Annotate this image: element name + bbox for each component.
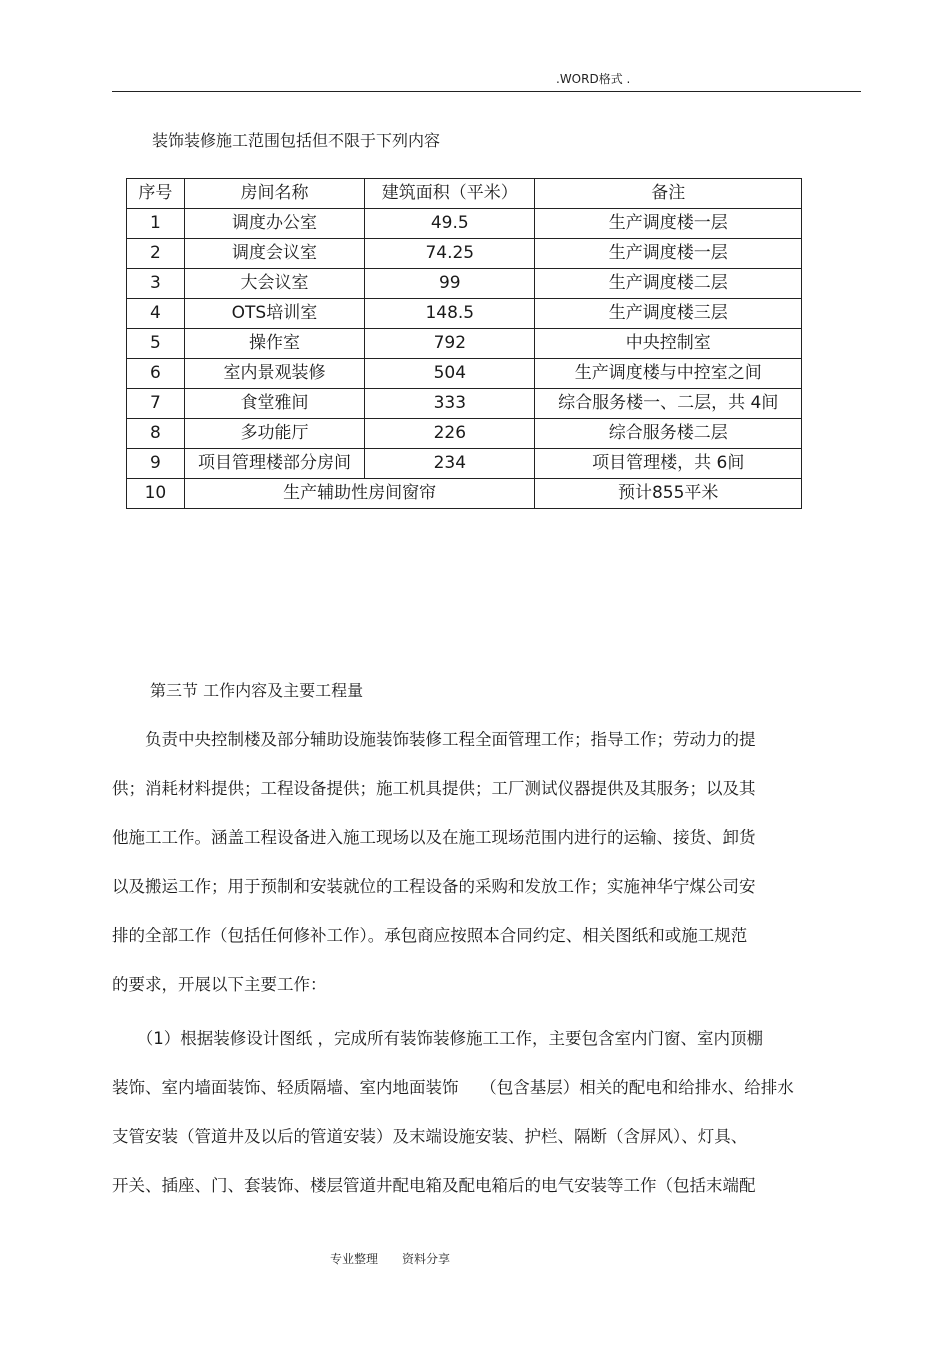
cell-note: 预计855平米 <box>535 479 802 509</box>
cell-note: 生产调度楼二层 <box>535 269 802 299</box>
cell-note: 中央控制室 <box>535 329 802 359</box>
cell-note: 生产调度楼一层 <box>535 209 802 239</box>
table-row <box>127 449 802 479</box>
section-title: 第三节 工作内容及主要工程量 <box>150 681 364 700</box>
paragraph-line: 支管安装（管道井及以后的管道安装）及末端设施安装、护栏、隔断（含屏风）、灯具、 <box>112 1127 748 1146</box>
page-header: .WORD格式 . <box>556 72 631 86</box>
header-note: 备注 <box>535 179 802 209</box>
table-row <box>127 389 802 419</box>
header-no: 序号 <box>127 179 185 209</box>
cell-note: 综合服务楼一、二层，共 4间 <box>535 389 802 419</box>
header-name: 房间名称 <box>184 179 364 209</box>
table-intro: 装饰装修施工范围包括但不限于下列内容 <box>152 131 441 150</box>
header-area: 建筑面积（平米） <box>365 179 535 209</box>
cell-name: 项目管理楼部分房间 <box>184 449 364 479</box>
paragraph-item-1 <box>112 1014 852 1210</box>
cell-no: 1 <box>127 209 185 239</box>
paragraph-line: （1）根据装修设计图纸 ，完成所有装饰装修施工工作，主要包含室内门窗、室内顶棚 <box>112 1029 763 1048</box>
cell-no: 9 <box>127 449 185 479</box>
cell-note: 项目管理楼，共 6间 <box>535 449 802 479</box>
paragraph-line: 负责中央控制楼及部分辅助设施装饰装修工程全面管理工作；指导工作；劳动力的提 <box>112 730 756 749</box>
cell-name: OTS培训室 <box>184 299 364 329</box>
paragraph-line: 排的全部工作（包括任何修补工作）。承包商应按照本合同约定、相关图纸和或施工规范 <box>112 926 748 945</box>
paragraph-line: 他施工工作。涵盖工程设备进入施工现场以及在施工现场范围内进行的运输、接货、卸货 <box>112 828 756 847</box>
table-row <box>127 359 802 389</box>
table-row <box>127 479 802 509</box>
header-divider <box>112 91 861 92</box>
cell-area: 504 <box>365 359 535 389</box>
cell-no: 10 <box>127 479 185 509</box>
cell-name: 食堂雅间 <box>184 389 364 419</box>
paragraph-line: 的要求，开展以下主要工作： <box>112 975 327 994</box>
page-footer: 专业整理 资料分享 <box>330 1252 451 1266</box>
cell-name: 多功能厅 <box>184 419 364 449</box>
cell-name-merged: 生产辅助性房间窗帘 <box>184 479 535 509</box>
paragraph-line: 以及搬运工作；用于预制和安装就位的工程设备的采购和发放工作；实施神华宁煤公司安 <box>112 877 756 896</box>
cell-name: 调度办公室 <box>184 209 364 239</box>
cell-name: 操作室 <box>184 329 364 359</box>
table-header-row <box>127 179 802 209</box>
cell-name: 大会议室 <box>184 269 364 299</box>
cell-no: 2 <box>127 239 185 269</box>
cell-name: 调度会议室 <box>184 239 364 269</box>
cell-area: 99 <box>365 269 535 299</box>
cell-name: 室内景观装修 <box>184 359 364 389</box>
cell-no: 4 <box>127 299 185 329</box>
cell-area: 148.5 <box>365 299 535 329</box>
cell-note: 生产调度楼与中控室之间 <box>535 359 802 389</box>
cell-no: 5 <box>127 329 185 359</box>
cell-area: 74.25 <box>365 239 535 269</box>
cell-area: 226 <box>365 419 535 449</box>
table-row <box>127 239 802 269</box>
paragraph-line: 供；消耗材料提供；工程设备提供；施工机具提供；工厂测试仪器提供及其服务；以及其 <box>112 779 756 798</box>
table-row <box>127 299 802 329</box>
cell-no: 3 <box>127 269 185 299</box>
paragraph-scope <box>112 715 852 1009</box>
cell-area: 792 <box>365 329 535 359</box>
cell-note: 生产调度楼一层 <box>535 239 802 269</box>
cell-no: 7 <box>127 389 185 419</box>
cell-no: 8 <box>127 419 185 449</box>
cell-area: 333 <box>365 389 535 419</box>
cell-area: 234 <box>365 449 535 479</box>
cell-no: 6 <box>127 359 185 389</box>
table-row <box>127 269 802 299</box>
cell-area: 49.5 <box>365 209 535 239</box>
table-row <box>127 329 802 359</box>
cell-note: 生产调度楼三层 <box>535 299 802 329</box>
cell-note: 综合服务楼二层 <box>535 419 802 449</box>
paragraph-line: 开关、插座、门、套装饰、楼层管道井配电箱及配电箱后的电气安装等工作（包括末端配 <box>112 1176 756 1195</box>
table-row <box>127 209 802 239</box>
table-row <box>127 419 802 449</box>
paragraph-line: 装饰、室内墙面装饰、轻质隔墙、室内地面装饰 （包含基层）相关的配电和给排水、给排水 <box>112 1078 794 1097</box>
room-table <box>126 178 802 509</box>
